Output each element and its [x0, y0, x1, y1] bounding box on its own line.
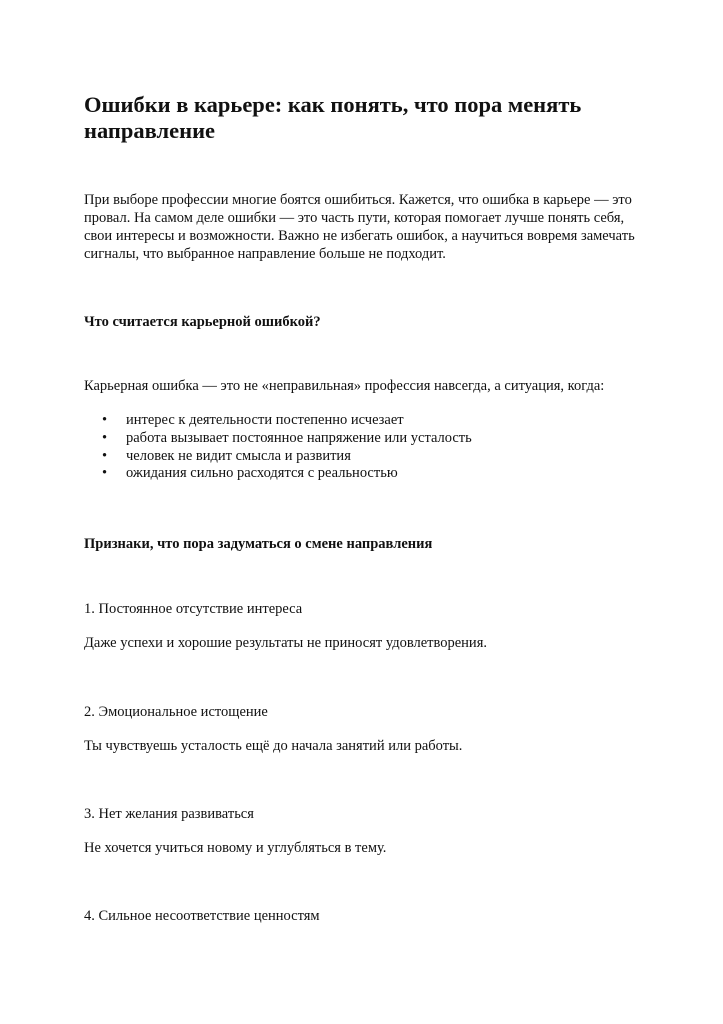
sign-text: Не хочется учиться новому и углубляться в тему. — [84, 840, 387, 856]
list-item-text: интерес к деятельности постепенно исчезает — [126, 412, 404, 428]
sign-text: Ты чувствуешь усталость ещё до начала занятий или работы. — [84, 738, 463, 754]
section-lead: Карьерная ошибка — это не «неправильная» профессия навсегда, а ситуация, когда: — [84, 378, 605, 394]
list-item-text: работа вызывает постоянное напряжение или усталость — [126, 429, 472, 446]
list-item — [84, 448, 644, 466]
sign-title: 1. Постоянное отсутствие интереса — [84, 601, 303, 617]
bullet-glyph: • — [102, 465, 108, 482]
bullet-glyph: • — [102, 429, 108, 446]
list-item — [84, 412, 644, 430]
list-item-text: человек не видит смысла и развития — [126, 447, 351, 464]
section-heading-career-error: Что считается карьерной ошибкой? — [84, 314, 321, 330]
sign-text: Даже успехи и хорошие результаты не приносят удовлетворения. — [84, 635, 487, 651]
sign-title: 3. Нет желания развиваться — [84, 806, 254, 822]
section-heading-signs: Признаки, что пора задуматься о смене направления — [84, 536, 433, 552]
intro-paragraph: При выборе профессии многие боятся ошибиться. Кажется, что ошибка в карьере — это провал. На самом деле ошибки — это часть пути, которая помогает лучше понять себя, свои интересы и возможности. Важно не избегать ошибок, а научиться вовремя замечать сигналы, что выбранное направление больше не подходит. — [84, 192, 635, 262]
list-item — [84, 430, 644, 448]
list-item-text: ожидания сильно расходятся с реальностью — [126, 465, 398, 482]
sign-title: 2. Эмоциональное истощение — [84, 704, 268, 720]
sign-title: 4. Сильное несоответствие ценностям — [84, 908, 320, 924]
bullet-list — [84, 412, 644, 483]
bullet-glyph: • — [102, 447, 108, 464]
page-title: Ошибки в карьере: как понять, что пора менять направление — [84, 92, 582, 143]
list-item — [84, 465, 644, 483]
bullet-glyph: • — [102, 412, 108, 428]
